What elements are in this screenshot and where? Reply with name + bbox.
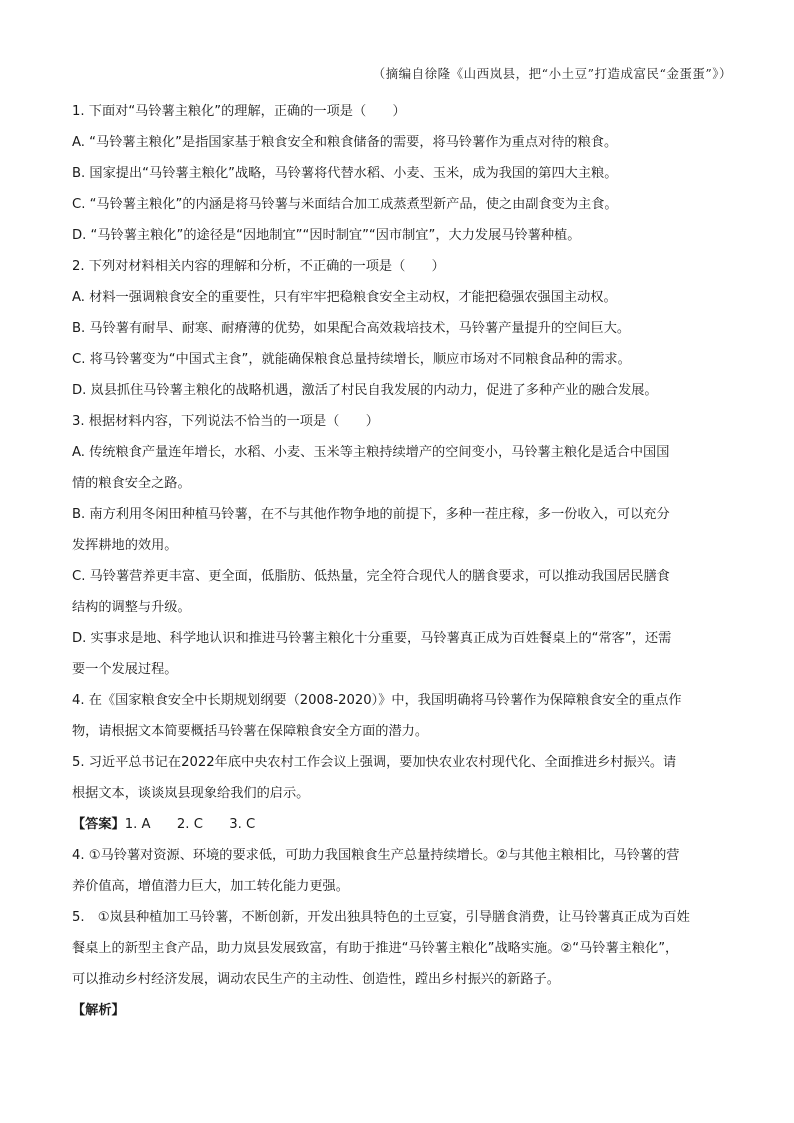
answer-row [72, 809, 732, 840]
question-3-option-d-line2: 要一个发展过程。 [72, 662, 178, 677]
question-1-stem: 1. 下面对“马铃薯主粮化”的理解，正确的一项是（ ） [72, 104, 406, 119]
question-2-option-d: D. 岚县抓住马铃薯主粮化的战略机遇，激活了村民自我发展的内动力，促进了多种产业的融合发展。 [72, 383, 658, 398]
question-content [72, 96, 732, 1026]
question-3-option-c-line2: 结构的调整与升级。 [72, 600, 191, 615]
answer-5-line1: 5. ①岚县种植加工马铃薯，不断创新，开发出独具特色的土豆宴，引导膳食消费，让马铃薯真正成为百姓 [72, 910, 690, 925]
question-3-option-a-line2: 情的粮食安全之路。 [72, 476, 191, 491]
question-3-option-d-line1: D. 实事求是地、科学地认识和推进马铃薯主粮化十分重要，马铃薯真正成为百姓餐桌上的“常客”，还需 [72, 631, 672, 646]
question-3-option-a-line1: A. 传统粮食产量连年增长，水稻、小麦、玉米等主粮持续增产的空间变小，马铃薯主粮化是适合中国国 [72, 445, 670, 460]
answer-5-line3: 可以推动乡村经济发展，调动农民生产的主动性、创造性，蹚出乡村振兴的新路子。 [72, 972, 560, 987]
answer-4-line1: 4. ①马铃薯对资源、环境的要求低，可助力我国粮食生产总量持续增长。②与其他主粮相比，马铃薯的营 [72, 848, 680, 863]
question-4-line1: 4. 在《国家粮食安全中长期规划纲要（2008-2020）》中，我国明确将马铃薯作为保障粮食安全的重点作 [72, 693, 682, 708]
answer-4-line2: 养价值高，增值潜力巨大，加工转化能力更强。 [72, 879, 349, 894]
question-3-option-b-line1: B. 南方利用冬闲田种植马铃薯，在不与其他作物争地的前提下，多种一茬庄稼，多一份收入，可以充分 [72, 507, 670, 522]
question-2-option-b: B. 马铃薯有耐旱、耐寒、耐瘠薄的优势，如果配合高效栽培技术，马铃薯产量提升的空间巨大。 [72, 321, 631, 336]
question-1-option-b: B. 国家提出“马铃薯主粮化”战略，马铃薯将代替水稻、小麦、玉米，成为我国的第四大主粮。 [72, 166, 618, 181]
question-1-option-d: D. “马铃薯主粮化”的途径是“因地制宜”“因时制宜”“因市制宜”，大力发展马铃薯种植。 [72, 228, 581, 243]
question-1-option-c: C. “马铃薯主粮化”的内涵是将马铃薯与米面结合加工成蒸煮型新产品，使之由副食变为主食。 [72, 197, 618, 212]
answer-5-line2: 餐桌上的新型主食产品，助力岚县发展致富，有助于推进“马铃薯主粮化”战略实施。②“马铃薯主粮化”， [72, 941, 679, 956]
question-3-option-c-line1: C. 马铃薯营养更丰富、更全面，低脂肪、低热量，完全符合现代人的膳食要求，可以推动我国居民膳食 [72, 569, 670, 584]
question-5-line1: 5. 习近平总书记在2022年底中央农村工作会议上强调，要加快农业农村现代化、全面推进乡村振兴。请 [72, 755, 677, 770]
question-5-line2: 根据文本，谈谈岚县现象给我们的启示。 [72, 786, 310, 801]
question-1-option-a: A. “马铃薯主粮化”是指国家基于粮食安全和粮食储备的需要，将马铃薯作为重点对待的粮食。 [72, 135, 618, 150]
question-2-option-c: C. 将马铃薯变为“中国式主食”，就能确保粮食总量持续增长，顺应市场对不同粮食品种的需求。 [72, 352, 631, 367]
source-citation: （摘编自徐隆《山西岚县，把“小土豆”打造成富民“金蛋蛋”》） [372, 66, 732, 81]
question-2-stem: 2. 下列对材料相关内容的理解和分析，不正确的一项是（ ） [72, 259, 445, 274]
analysis-label: 【解析】 [72, 1003, 125, 1018]
question-4-line2: 物，请根据文本简要概括马铃薯在保障粮食安全方面的潜力。 [72, 724, 429, 739]
answer-label: 【答案】 [72, 817, 125, 832]
question-3-stem: 3. 根据材料内容，下列说法不恰当的一项是（ ） [72, 414, 379, 429]
answer-choices: 1. A 2. C 3. C [124, 817, 256, 832]
question-3-option-b-line2: 发挥耕地的效用。 [72, 538, 178, 553]
question-2-option-a: A. 材料一强调粮食安全的重要性，只有牢牢把稳粮食安全主动权，才能把稳强农强国主动权。 [72, 290, 617, 305]
